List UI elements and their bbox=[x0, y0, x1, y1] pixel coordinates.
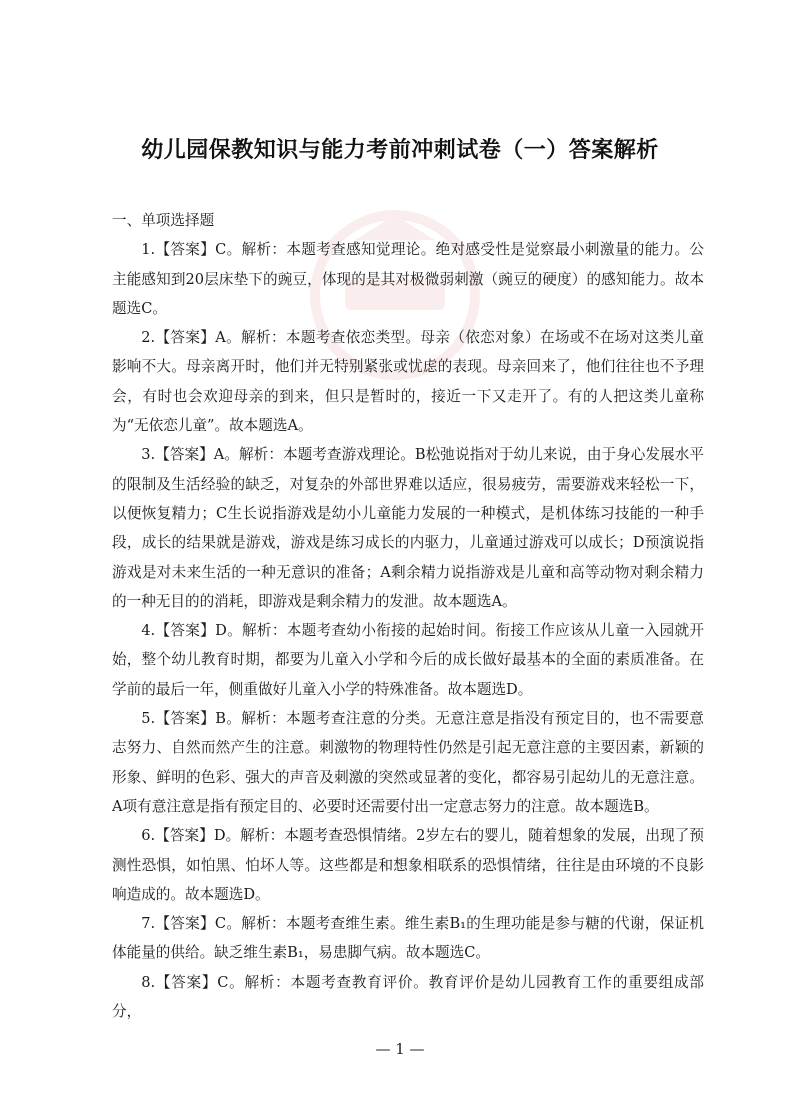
answer-item: 6.【答案】D。解析：本题考查恐惧情绪。2岁左右的婴儿，随着想象的发展，出现了预测性恐惧，如怕黑、怕坏人等。这些都是和想象相联系的恐惧情绪，往往是由环境的不良影响造成的。故本题选D。 bbox=[112, 827, 704, 903]
answer-item: 8.【答案】C。解析：本题考查教育评价。教育评价是幼儿园教育工作的重要组成部分， bbox=[112, 973, 704, 1021]
section-heading: 一、单项选择题 bbox=[112, 212, 215, 229]
answer-item: 7.【答案】C。解析：本题考查维生素。维生素B₁的生理功能是参与糖的代谢，保证机体能量的供给。缺乏维生素B₁，易患脚气病。故本题选C。 bbox=[112, 915, 704, 962]
answer-item: 5.【答案】B。解析：本题考查注意的分类。无意注意是指没有预定目的，也不需要意志努力、自然而然产生的注意。刺激物的物理特性仍然是引起无意注意的主要因素，新颖的形象、鲜明的色彩、强大的声音及刺激的突然或显著的变化，都容易引起幼儿的无意注意。A项有意注意是指有预定目的、必要时还需要付出一定意志努力的注意。故本题选B。 bbox=[112, 710, 704, 815]
answer-item: 4.【答案】D。解析：本题考查幼小衔接的起始时间。衔接工作应该从儿童一入园就开始，整个幼儿教育时期，都要为儿童入小学和今后的成长做好最基本的全面的素质准备。在学前的最后一年，侧重做好儿童入小学的特殊准备。故本题选D。 bbox=[112, 622, 704, 698]
answer-content bbox=[112, 206, 704, 1026]
page-title: 幼儿园保教知识与能力考前冲刺试卷（一）答案解析 bbox=[141, 137, 659, 163]
answer-item: 2.【答案】A。解析：本题考查依恋类型。母亲（依恋对象）在场或不在场对这类儿童影响不大。母亲离开时，他们并无特别紧张或忧虑的表现。母亲回来了，他们往往也不予理会，有时也会欢迎母亲的到来，但只是暂时的，接近一下又走开了。有的人把这类儿童称为“无依恋儿童”。故本题选A。 bbox=[112, 329, 704, 435]
answer-item: 1.【答案】C。解析：本题考查感知觉理论。绝对感受性是觉察最小刺激量的能力。公主能感知到20层床垫下的豌豆，体现的是其对极微弱刺激（豌豆的硬度）的感知能力。故本题选C。 bbox=[112, 241, 704, 317]
page-number: — 1 — bbox=[375, 1040, 425, 1058]
answer-item: 3.【答案】A。解析：本题考查游戏理论。B松弛说指对于幼儿来说，由于身心发展水平的限制及生活经验的缺乏，对复杂的外部世界难以适应，很易疲劳，需要游戏来轻松一下，以便恢复精力；C生长说指游戏是幼小儿童能力发展的一种模式，是机体练习技能的一种手段，成长的结果就是游戏，游戏是练习成长的内驱力，儿童通过游戏可以成长；D预演说指游戏是对未来生活的一种无意识的准备；A剩余精力说指游戏是儿童和高等动物对剩余精力的一种无目的的消耗，即游戏是剩余精力的发泄。故本题选A。 bbox=[112, 446, 704, 610]
